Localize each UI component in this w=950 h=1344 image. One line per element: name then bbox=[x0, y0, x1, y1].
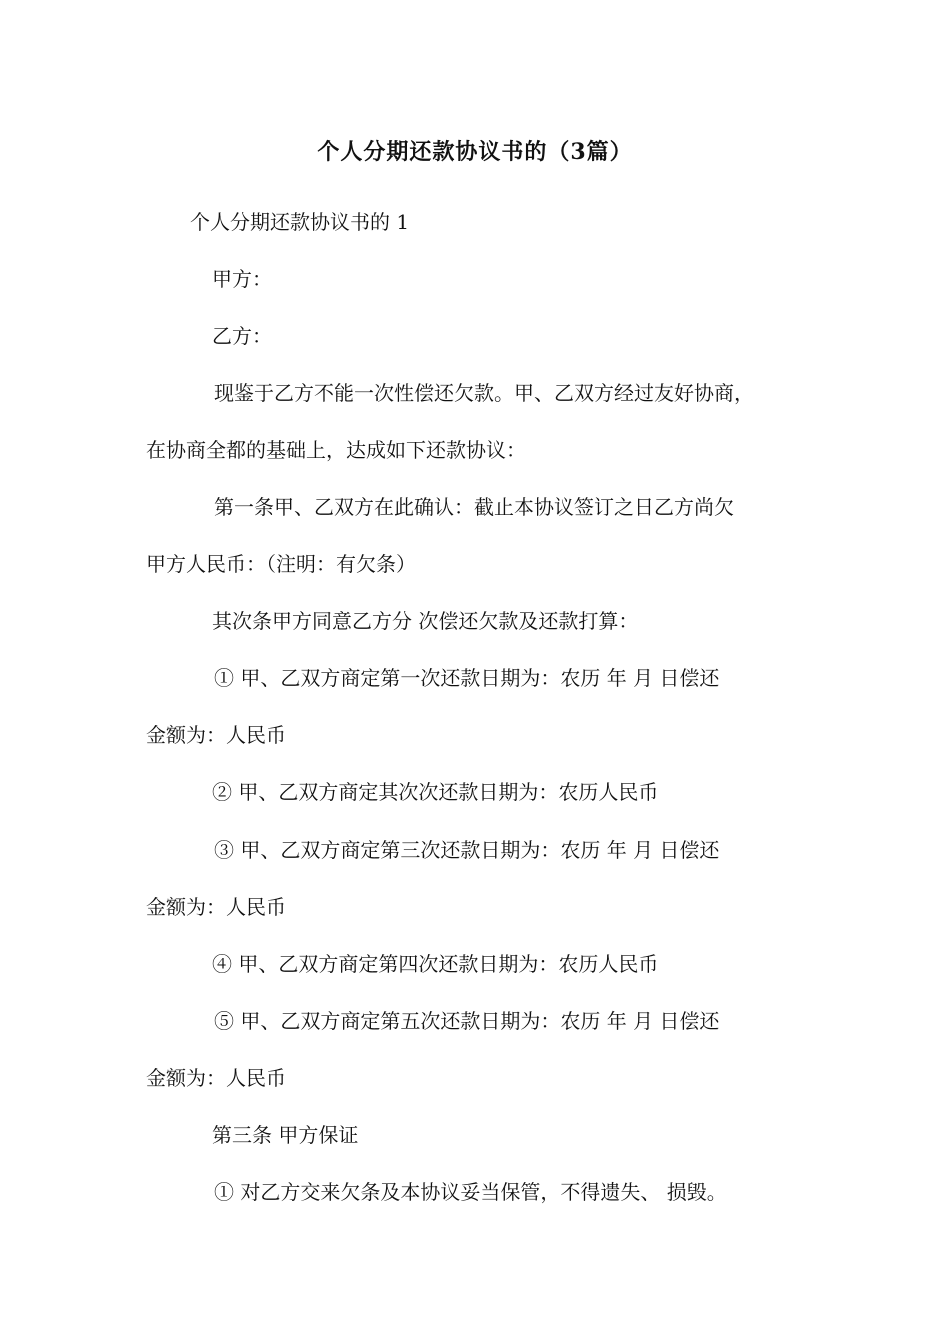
paragraph-line: 现鉴于乙方不能一次性偿还欠款。甲、乙双方经过友好协商， bbox=[214, 381, 754, 405]
paragraph-line: 甲方人民币：（注明：有欠条） bbox=[146, 552, 416, 576]
paragraph-line: 第一条甲、乙双方在此确认：截止本协议签订之日乙方尚欠 bbox=[214, 495, 734, 519]
paragraph-line: 其次条甲方同意乙方分 次偿还欠款及还款打算： bbox=[212, 609, 639, 633]
installment-line: 金额为：人民币 bbox=[146, 723, 286, 747]
party-a-line: 甲方： bbox=[212, 267, 272, 291]
paragraph-line: 在协商全都的基础上，达成如下还款协议： bbox=[146, 438, 526, 462]
installment-line: 金额为：人民币 bbox=[146, 895, 286, 919]
installment-line: 金额为：人民币 bbox=[146, 1066, 286, 1090]
installment-line: ② 甲、乙双方商定其次次还款日期为：农历人民币 bbox=[212, 780, 659, 804]
section-heading: 个人分期还款协议书的 1 bbox=[190, 210, 410, 234]
party-b-line: 乙方： bbox=[212, 324, 272, 348]
document-title: 个人分期还款协议书的（3篇） bbox=[317, 139, 633, 165]
installment-line: ③ 甲、乙双方商定第三次还款日期为：农历 年 月 日偿还 bbox=[214, 838, 720, 862]
clause-line: ① 对乙方交来欠条及本协议妥当保管，不得遗失、 损毁。 bbox=[214, 1180, 727, 1204]
installment-line: ⑤ 甲、乙双方商定第五次还款日期为：农历 年 月 日偿还 bbox=[214, 1009, 720, 1033]
installment-line: ① 甲、乙双方商定第一次还款日期为：农历 年 月 日偿还 bbox=[214, 666, 720, 690]
installment-line: ④ 甲、乙双方商定第四次还款日期为：农历人民币 bbox=[212, 952, 659, 976]
clause-heading: 第三条 甲方保证 bbox=[212, 1123, 359, 1147]
